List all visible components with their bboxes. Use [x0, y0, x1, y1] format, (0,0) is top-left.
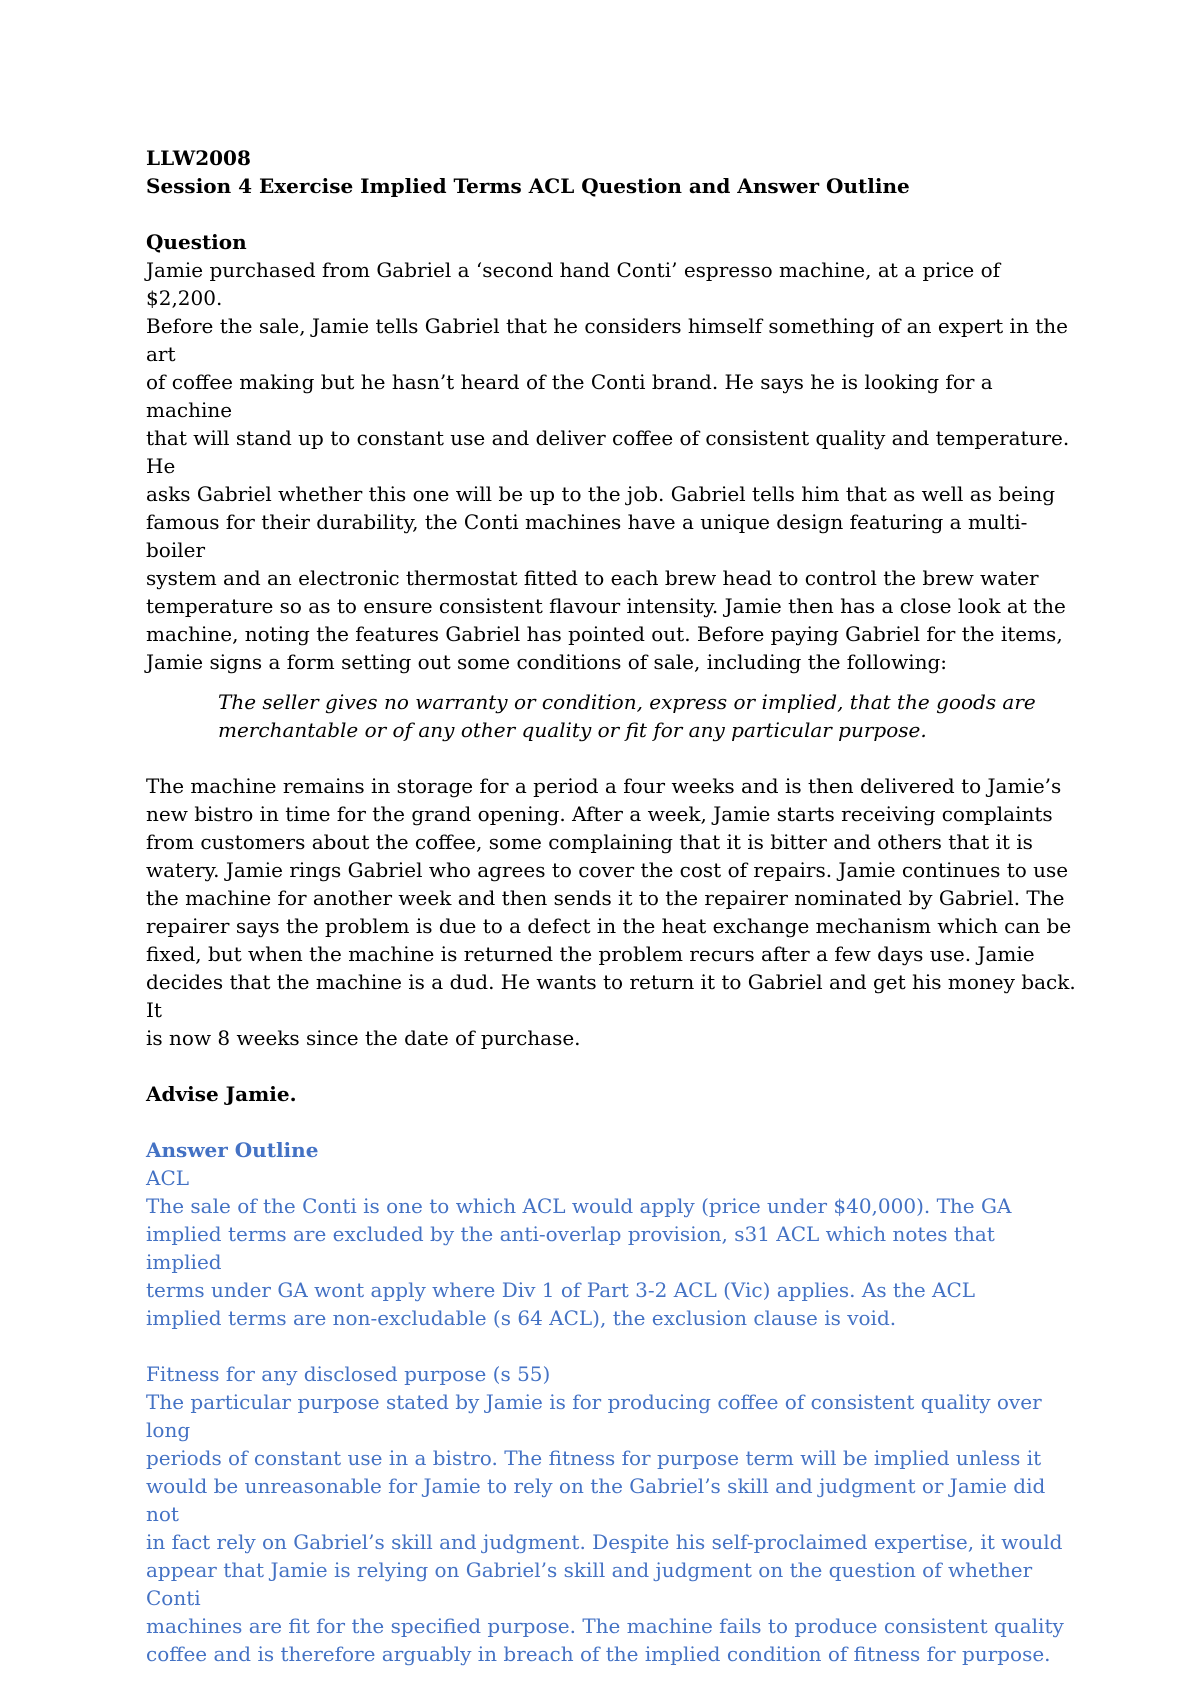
document-page	[146, 144, 1076, 1668]
fitness-subheading: Fitness for any disclosed purpose (s 55)	[146, 1362, 551, 1386]
document-title: Session 4 Exercise Implied Terms ACL Question and Answer Outline	[146, 174, 910, 198]
spacer	[146, 1108, 1076, 1136]
fitness-text: The particular purpose stated by Jamie is for producing coffee of consistent quality over long periods of constant use in a bistro. The fitness for purpose term will be implied unless it would be unreasonable for Jamie to rely on the Gabriel’s skill and judgment or Jamie did not in fact rely on Gabriel’s skill and judgment. Despite his self-proclaimed expertise, it would appear that Jamie is relying on Gabriel’s skill and judgment on the question of whether Conti machines are fit for the specified purpose. The machine fails to produce consistent quality coffee and is therefore arguably in breach of the implied condition of fitness for purpose.	[146, 1390, 1064, 1666]
answer-outline-section	[146, 1136, 1076, 1668]
spacer	[146, 1332, 1076, 1360]
acl-text: The sale of the Conti is one to which ACL would apply (price under $40,000). The GA implied terms are excluded by the anti-overlap provision, s31 ACL which notes that implied terms under GA wont apply where Div 1 of Part 3-2 ACL (Vic) applies. As the ACL implied terms are non-excludable (s 64 ACL), the exclusion clause is void.	[146, 1194, 1012, 1330]
spacer	[146, 1052, 1076, 1080]
advise-instruction: Advise Jamie.	[146, 1082, 297, 1106]
question-text: Jamie purchased from Gabriel a ‘second hand Conti’ espresso machine, at a price of $2,200. Before the sale, Jamie tells Gabriel that he considers himself something of an expert in the art of coffee making but he hasn’t heard of the Conti brand. He says he is looking for a machine that will stand up to constant use and deliver coffee of consistent quality and temperature. He asks Gabriel whether this one will be up to the job. Gabriel tells him that as well as being famous for their durability, the Conti machines have a unique design featuring a multi-boiler system and an electronic thermostat fitted to each brew head to control the brew water temperature so as to ensure consistent flavour intensity. Jamie then has a close look at the machine, noting the features Gabriel has pointed out. Before paying Gabriel for the items, Jamie signs a form setting out some conditions of sale, including the following:	[146, 258, 1070, 674]
spacer	[146, 200, 1076, 228]
answer-heading: Answer Outline	[146, 1138, 319, 1162]
facts-text: The machine remains in storage for a period a four weeks and is then delivered to Jamie’s new bistro in time for the grand opening. After a week, Jamie starts receiving complaints from customers about the coffee, some complaining that it is bitter and others that it is watery. Jamie rings Gabriel who agrees to cover the cost of repairs. Jamie continues to use the machine for another week and then sends it to the repairer nominated by Gabriel. The repairer says the problem is due to a defect in the heat exchange mechanism which can be fixed, but when the machine is returned the problem recurs after a few days use. Jamie decides that the machine is a dud. He wants to return it to Gabriel and get his money back. It is now 8 weeks since the date of purchase.	[146, 774, 1076, 1050]
course-code: LLW2008	[146, 146, 251, 170]
acl-subheading: ACL	[146, 1166, 190, 1190]
spacer	[146, 744, 1076, 772]
exclusion-clause-quote: The seller gives no warranty or condition, express or implied, that the goods are merchantable or of any other quality or fit for any particular purpose.	[218, 690, 1036, 742]
question-heading: Question	[146, 230, 247, 254]
